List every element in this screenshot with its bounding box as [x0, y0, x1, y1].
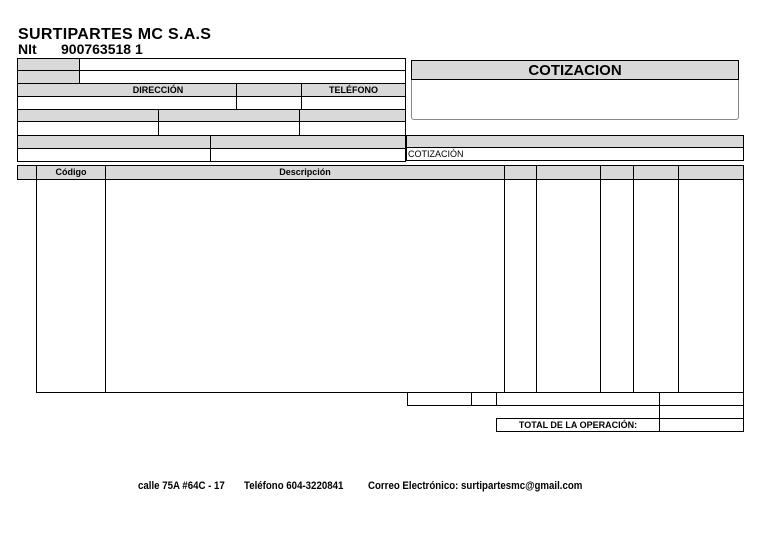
quote-title: COTIZACION — [411, 60, 739, 80]
header-codigo: Código — [55, 167, 87, 177]
direccion-label: DIRECCIÓN — [132, 85, 184, 95]
quote-info-box — [411, 80, 739, 120]
footer-phone: Teléfono 604-3220841 — [244, 480, 344, 492]
header-descripcion: Descripción — [279, 167, 331, 177]
footer — [138, 480, 698, 496]
footer-address: calle 75A #64C - 17 — [138, 480, 225, 492]
quote-type-box — [406, 147, 744, 161]
table-body — [36, 180, 744, 393]
quote-type-text: COTIZACIÓN — [408, 149, 464, 159]
totals-section — [407, 392, 744, 432]
client-info-block — [17, 58, 406, 162]
items-table — [17, 165, 744, 393]
company-name: SURTIPARTES MC S.A.S — [18, 26, 212, 43]
telefono-label: TELÉFONO — [329, 85, 378, 95]
total-operacion-label: TOTAL DE LA OPERACIÓN: — [518, 420, 638, 430]
footer-email: Correo Electrónico: surtipartesmc@gmail.com — [368, 480, 583, 492]
nit-value: 900763518 1 — [61, 41, 143, 57]
nit-label: NIt — [18, 41, 37, 57]
